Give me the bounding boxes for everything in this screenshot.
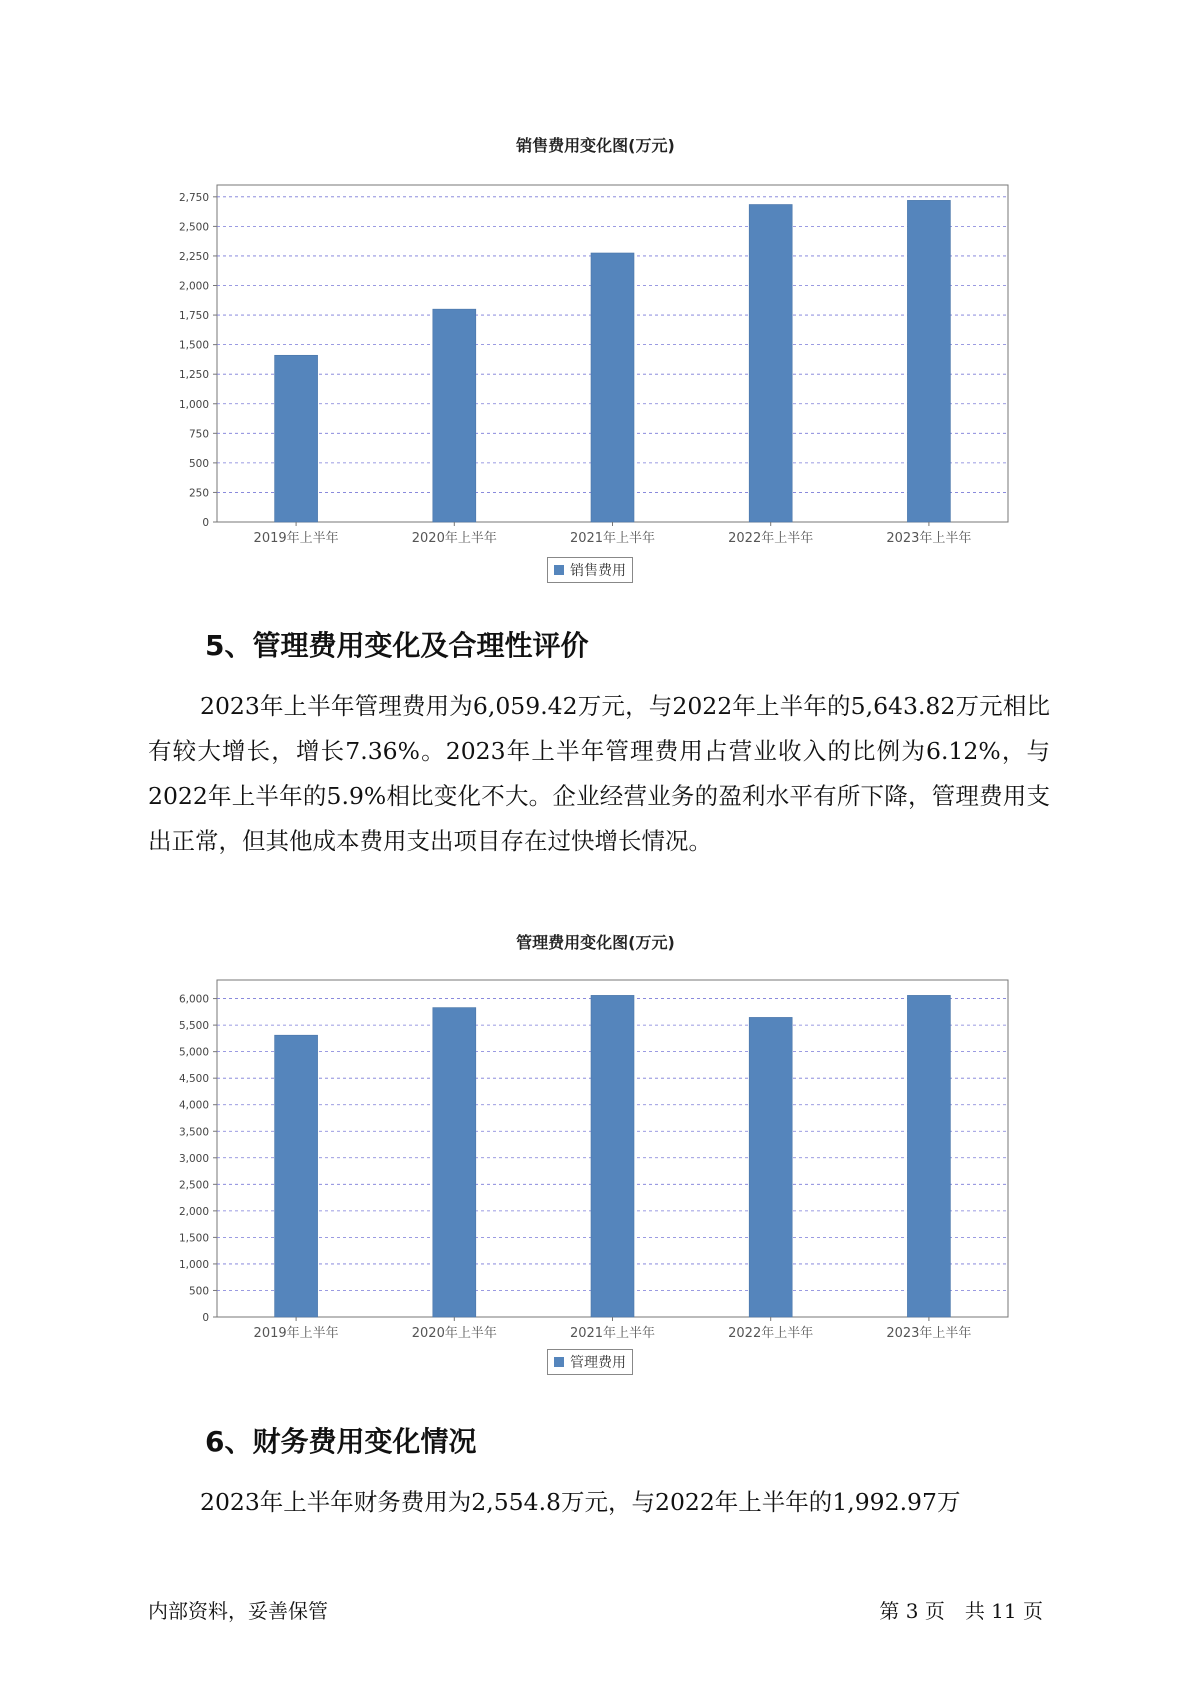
y-tick-label: 500 [188,457,209,470]
chart1-legend-label: 销售费用 [570,563,626,579]
bar [749,205,792,522]
y-tick-label: 1,250 [178,369,209,382]
y-tick-label: 2,500 [178,1179,209,1192]
section6-paragraph: 2023年上半年财务费用为2,554.8万元，与2022年上半年的1,992.97万 [200,1488,961,1516]
y-tick-label: 3,000 [178,1152,209,1165]
x-tick-label: 2022年上半年 [728,531,814,546]
y-tick-label: 4,000 [178,1099,209,1112]
y-tick-label: 0 [202,1312,209,1324]
bar [433,1008,476,1317]
x-tick-label: 2022年上半年 [728,1326,814,1341]
x-tick-label: 2023年上半年 [886,1326,972,1341]
y-tick-label: 0 [202,517,209,529]
chart2-admin-expense [0,965,1191,1341]
x-tick-label: 2019年上半年 [253,1326,339,1341]
x-tick-label: 2021年上半年 [569,531,656,546]
y-tick-label: 5,000 [178,1046,209,1059]
x-tick-label: 2021年上半年 [569,1326,656,1341]
x-tick-label: 2020年上半年 [411,531,497,546]
bar [749,1017,792,1317]
section5-heading: 5、管理费用变化及合理性评价 [205,629,589,662]
x-tick-label: 2019年上半年 [253,531,339,546]
y-tick-label: 4,500 [178,1073,209,1086]
y-tick-label: 1,500 [178,339,209,352]
y-tick-label: 3,500 [178,1126,209,1139]
y-tick-label: 750 [188,428,209,441]
y-tick-label: 2,000 [178,1205,209,1218]
y-tick-label: 500 [188,1285,209,1298]
bar [907,200,950,522]
bar [591,995,634,1317]
y-tick-label: 1,750 [178,310,209,323]
chart1-sales-expense [0,170,1191,546]
bar [591,253,634,522]
y-tick-label: 6,000 [178,993,209,1006]
section6-heading: 6、财务费用变化情况 [205,1425,477,1458]
y-tick-label: 1,500 [178,1232,209,1245]
chart2-title: 管理费用变化图(万元) [516,933,675,952]
section5-paragraph: 2023年上半年管理费用为6,059.42万元，与2022年上半年的5,643.82万元相比有较大增长，增长7.36%。2023年上半年管理费用占营业收入的比例为6.12%，与2022年上半年的5.9%相比变化不大。企业经营业务的盈利水平有所下降，管理费用支出正常，但其他成本费用支出项目存在过快增长情况。 [148,692,1050,855]
y-tick-label: 2,250 [178,250,209,263]
bar [275,1035,318,1317]
footer-confidential: 内部资料，妥善保管 [148,1599,328,1623]
y-tick-label: 2,500 [178,221,209,234]
legend-swatch [554,1357,564,1367]
y-tick-label: 250 [188,487,209,500]
footer-page-number: 第 3 页 共 11 页 [879,1599,1043,1623]
legend-swatch [554,565,564,575]
y-tick-label: 1,000 [178,398,209,411]
x-tick-label: 2020年上半年 [411,1326,497,1341]
chart2-legend-label: 管理费用 [570,1355,626,1371]
y-tick-label: 2,750 [178,191,209,204]
y-tick-label: 5,500 [178,1020,209,1033]
bar [907,995,950,1317]
chart1-legend [547,557,633,583]
y-tick-label: 1,000 [178,1258,209,1271]
chart1-title: 销售费用变化图(万元) [516,136,675,155]
y-tick-label: 2,000 [178,280,209,293]
bar [433,309,476,522]
x-tick-label: 2023年上半年 [886,531,972,546]
bar [275,355,318,522]
chart2-legend [547,1349,633,1375]
